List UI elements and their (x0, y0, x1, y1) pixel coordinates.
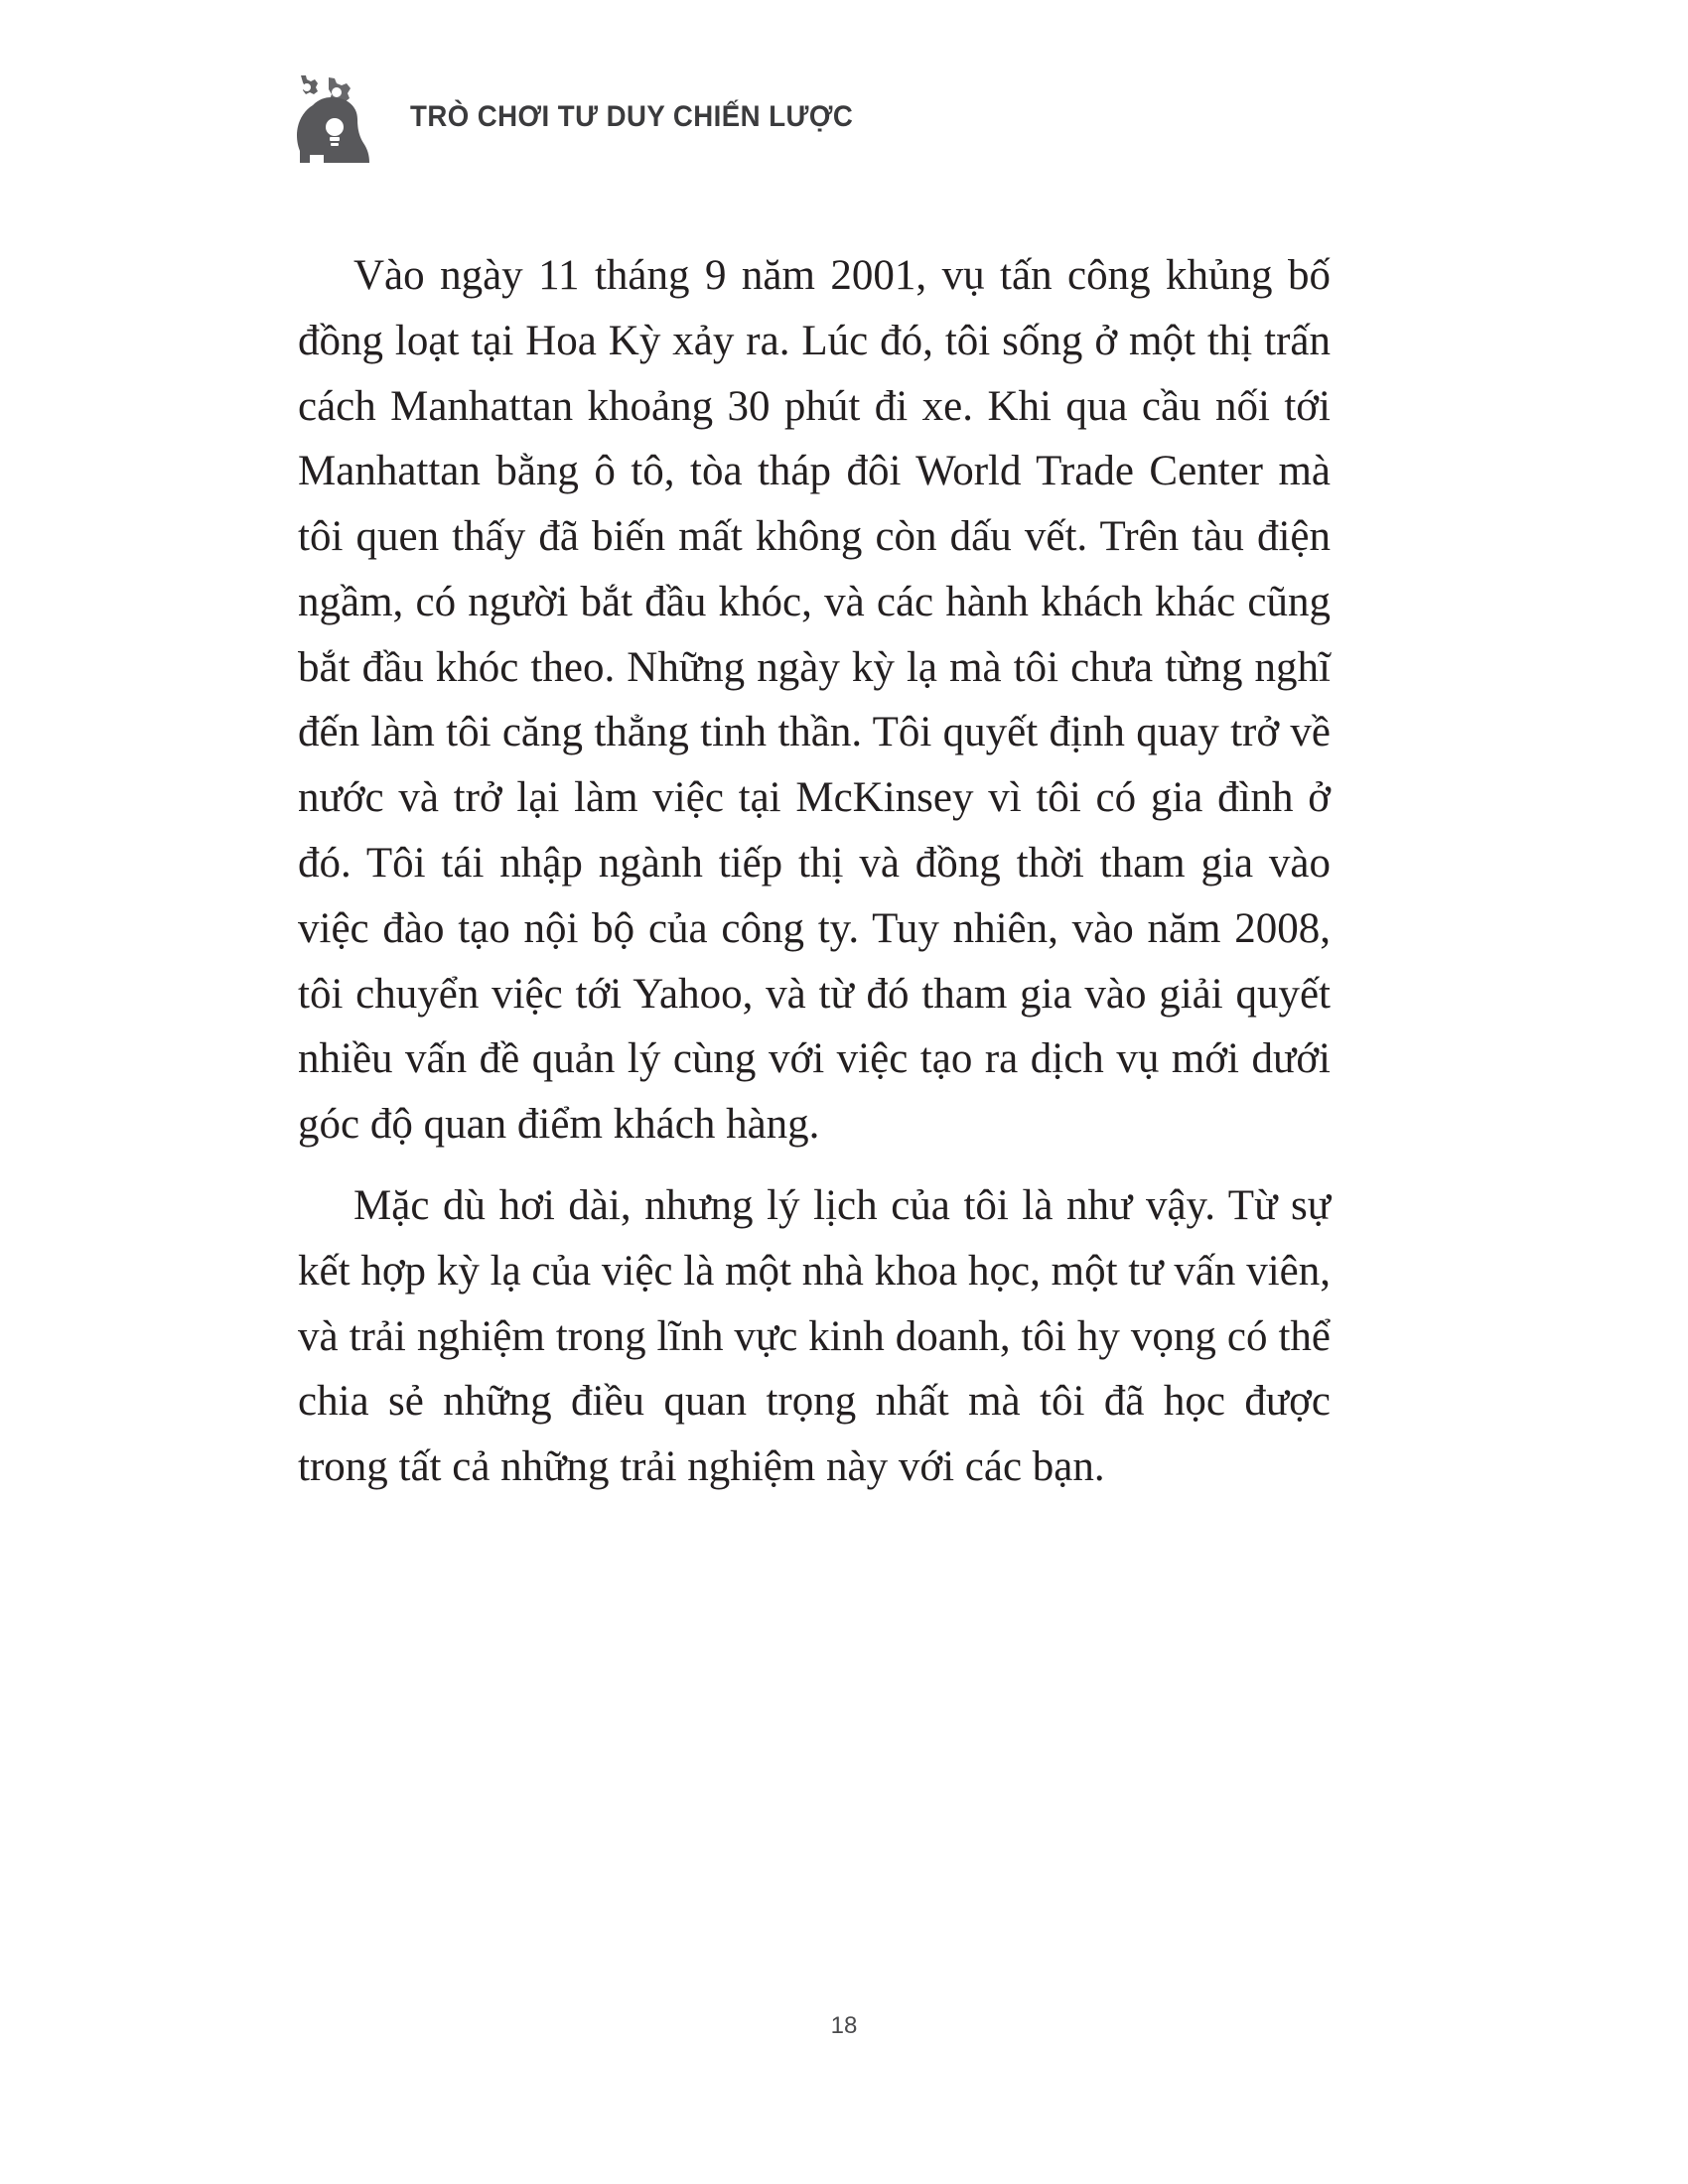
head-with-gears-icon (283, 69, 392, 165)
running-header (283, 69, 892, 165)
paragraph: Vào ngày 11 tháng 9 năm 2001, vụ tấn công khủng bố đồng loạt tại Hoa Kỳ xảy ra. Lúc đó, tôi sống ở một thị trấn cách Manhattan khoảng 30 phút đi xe. Khi qua cầu nối tới Manhattan bằng ô tô, tòa tháp đôi World Trade Center mà tôi quen thấy đã biến mất không còn dấu vết. Trên tàu điện ngầm, có người bắt đầu khóc, và các hành khách khác cũng bắt đầu khóc theo. Những ngày kỳ lạ mà tôi chưa từng nghĩ đến làm tôi căng thẳng tinh thần. Tôi quyết định quay trở về nước và trở lại làm việc tại McKinsey vì tôi có gia đình ở đó. Tôi tái nhập ngành tiếp thị và đồng thời tham gia vào việc đào tạo nội bộ của công ty. Tuy nhiên, vào năm 2008, tôi chuyển việc tới Yahoo, và từ đó tham gia vào giải quyết nhiều vấn đề quản lý cùng với việc tạo ra dịch vụ mới dưới góc độ quan điểm khách hàng. (298, 252, 1331, 1149)
header-title: TRÒ CHƠI TƯ DUY CHIẾN LƯỢC (410, 100, 854, 133)
paragraph: Mặc dù hơi dài, nhưng lý lịch của tôi là như vậy. Từ sự kết hợp kỳ lạ của việc là một nhà khoa học, một tư vấn viên, và trải nghiệm trong lĩnh vực kinh doanh, tôi hy vọng có thể chia sẻ những điều quan trọng nhất mà tôi đã học được trong tất cả những trải nghiệm này với các bạn. (298, 1181, 1331, 1491)
page-number: 18 (830, 2012, 858, 2039)
body-content (298, 243, 1331, 1500)
